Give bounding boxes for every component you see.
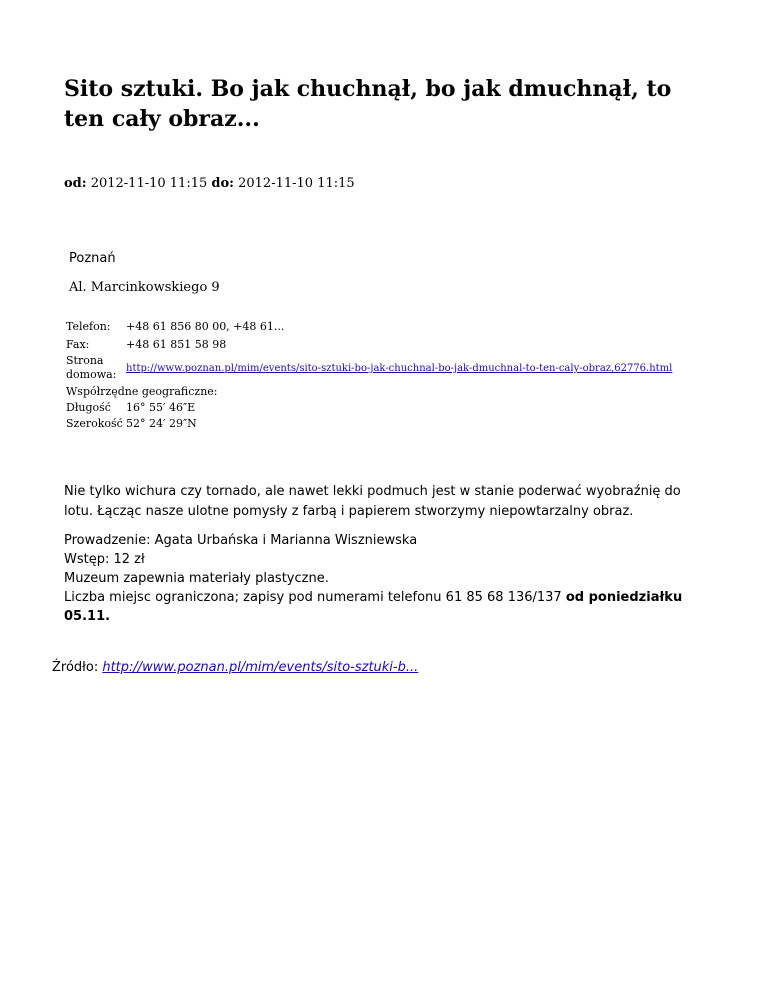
- date-to-value: 2012-11-10 11:15: [238, 176, 355, 191]
- entry-fee-line: Wstęp: 12 zł: [64, 552, 145, 567]
- date-from-label: od:: [64, 176, 87, 191]
- location-city: Poznań: [69, 251, 116, 266]
- phone-row: [66, 320, 284, 334]
- source-line: [52, 659, 418, 677]
- website-link[interactable]: http://www.poznan.pl/mim/events/sito-sztuki-bo-jak-chuchnal-bo-jak-dmuchnal-to-ten-caly-obraz,62776.html: [126, 363, 673, 374]
- materials-line: Muzeum zapewnia materiały plastyczne.: [64, 571, 329, 586]
- fax-value: +48 61 851 58 98: [126, 338, 227, 351]
- registration-line: [64, 588, 704, 626]
- fax-label: Fax:: [66, 338, 90, 351]
- phone-value: +48 61 856 80 00, +48 61...: [126, 320, 285, 333]
- page-title: Sito sztuki. Bo jak chuchnął, bo jak dmuchnął, to ten cały obraz...: [64, 76, 672, 132]
- phone-label: Telefon:: [66, 320, 111, 333]
- fax-row: [66, 338, 226, 352]
- host-line: Prowadzenie: Agata Urbańska i Marianna Wiszniewska: [64, 533, 418, 548]
- longitude-value: 16° 55′ 46″E: [126, 401, 196, 414]
- event-dates: [64, 175, 355, 193]
- event-description: Nie tylko wichura czy tornado, ale nawet lekki podmuch jest w stanie poderwać wyobraźnię do lotu. Łącząc nasze ulotne pomysły z farbą i papierem stworzymy niepowtarzalny obraz.: [64, 484, 681, 519]
- latitude-row: [66, 417, 197, 431]
- geo-label: Współrzędne geograficzne:: [66, 385, 218, 398]
- longitude-row: [66, 401, 195, 415]
- date-to-label: do:: [211, 176, 234, 191]
- source-link[interactable]: http://www.poznan.pl/mim/events/sito-sztuki-b...: [102, 660, 419, 675]
- website-row: [66, 354, 672, 382]
- date-from-value: 2012-11-10 11:15: [90, 176, 208, 191]
- location-street: Al. Marcinkowskiego 9: [69, 280, 220, 295]
- registration-date: od poniedziałku 05.11.: [64, 590, 683, 624]
- event-details: [64, 531, 704, 626]
- source-label: Źródło:: [52, 660, 103, 675]
- registration-text: Liczba miejsc ograniczona; zapisy pod numerami telefonu 61 85 68 136/137: [64, 590, 566, 605]
- website-label: Strona domowa:: [66, 354, 117, 381]
- longitude-label: Długość: [66, 401, 111, 414]
- latitude-value: 52° 24′ 29″N: [126, 417, 197, 430]
- latitude-label: Szerokość: [66, 417, 123, 430]
